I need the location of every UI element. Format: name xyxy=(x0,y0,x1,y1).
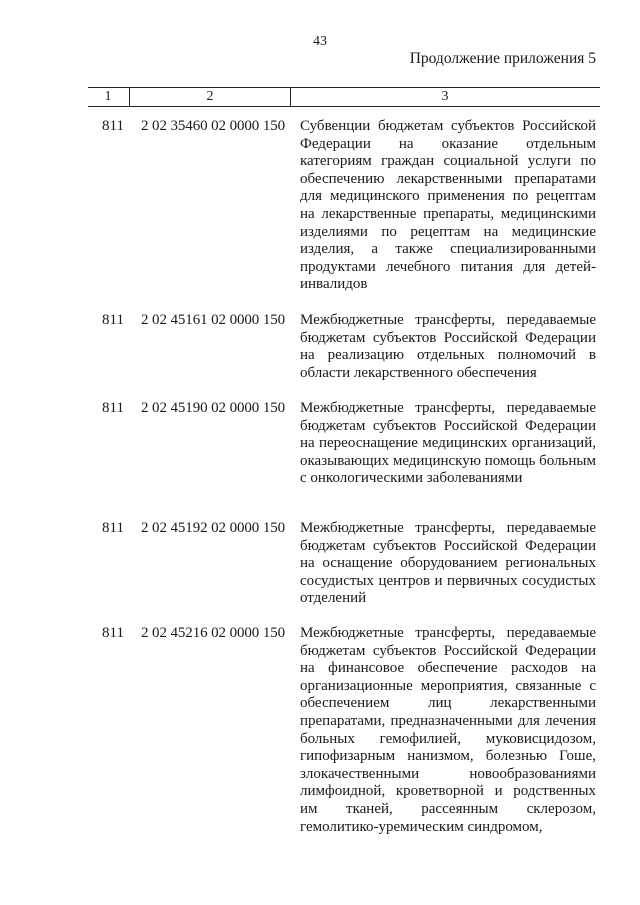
admin-code: 811 xyxy=(102,312,124,328)
admin-code: 811 xyxy=(102,118,124,134)
admin-code: 811 xyxy=(102,520,124,536)
column-header-2: 2 xyxy=(129,88,291,106)
admin-code: 811 xyxy=(102,400,124,416)
budget-classification-code: 2 02 45192 02 0000 150 xyxy=(141,520,286,536)
revenue-description: Межбюджетные трансферты, передаваемые бюджетам субъектов Российской Федерации на переоснащение медицинских организаций, оказывающих медицинскую помощь больным с онкологическими заболеваниями xyxy=(300,400,596,487)
revenue-description: Субвенции бюджетам субъектов Российской Федерации на оказание отдельным категориям граждан социальной услуги по обеспечению лекарственными препаратами для медицинского применения по рецептам на лекарственные препараты, медицинскими изделиями по рецептам на медицинские изделия, а также специализированными продуктами лечебного питания для детей-инвалидов xyxy=(300,118,596,293)
revenue-description: Межбюджетные трансферты, передаваемые бюджетам субъектов Российской Федерации на реализацию отдельных полномочий в области лекарственного обеспечения xyxy=(300,312,596,381)
appendix-continuation-label: Продолжение приложения 5 xyxy=(409,50,596,67)
admin-code: 811 xyxy=(102,625,124,641)
table-column-header xyxy=(88,87,600,107)
budget-classification-code: 2 02 35460 02 0000 150 xyxy=(141,118,286,134)
column-header-3: 3 xyxy=(441,89,449,104)
column-header-1: 1 xyxy=(104,89,112,104)
page-number: 43 xyxy=(313,34,327,49)
revenue-description: Межбюджетные трансферты, передаваемые бюджетам субъектов Российской Федерации на финансовое обеспечение расходов на организационные мероприятия, связанные с обеспечением лиц лекарственными препаратами, предназначенными для лечения больных гемофилией, муковисцидозом, гипофизарным нанизмом, болезнью Гоше, злокачественными новообразованиями лимфоидной, кроветворной и родственных им тканей, рассеянным склерозом, гемолитико-уремическим синдромом, xyxy=(300,625,596,835)
revenue-description: Межбюджетные трансферты, передаваемые бюджетам субъектов Российской Федерации на оснащение оборудованием региональных сосудистых центров и первичных сосудистых отделений xyxy=(300,520,596,607)
budget-classification-code: 2 02 45216 02 0000 150 xyxy=(141,625,286,641)
budget-classification-code: 2 02 45190 02 0000 150 xyxy=(141,400,286,416)
budget-classification-code: 2 02 45161 02 0000 150 xyxy=(141,312,286,328)
